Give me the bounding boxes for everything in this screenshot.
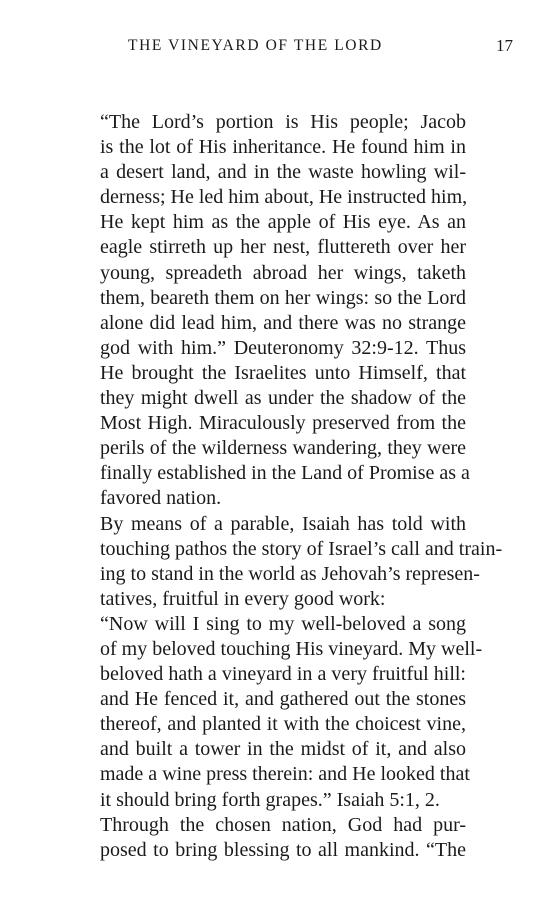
paragraph-2 [70,512,503,612]
text-line: favored nation. [100,487,222,510]
running-head [0,34,544,58]
text-line: beloved hath a vineyard in a very fruitful hill: [100,663,466,686]
paragraph-4 [70,813,466,863]
text-line: “The Lord’s portion is His people; Jacob [100,111,466,133]
text-line: finally established in the Land of Promise as a [100,462,470,485]
text-line: thereof, and planted it with the choicest vine, [100,713,466,736]
running-title: THE VINEYARD OF THE LORD [128,37,383,54]
text-line: He kept him as the apple of His eye. As an [100,211,466,234]
text-line: derness; He led him about, He instructed him, [100,186,468,209]
text-line: of my beloved touching His vineyard. My well- [100,637,483,660]
text-line: god with him.” Deuteronomy 32:9-12. Thus [100,336,466,359]
paragraph-1 [70,110,470,512]
text-line: Most High. Miraculously preserved from the [100,412,466,435]
text-line: perils of the wilderness wandering, they were [100,437,466,460]
text-line: “Now will I sing to my well-beloved a song [100,612,466,635]
text-line: is the lot of His inheritance. He found him in [100,136,466,159]
text-line: ing to stand in the world as Jehovah’s represen- [100,562,480,585]
text-line: they might dwell as under the shadow of the [100,387,466,410]
page-number: 17 [496,36,513,55]
text-line: He brought the Israelites unto Himself, that [100,361,466,384]
text-line: them, beareth them on her wings: so the Lord [100,286,466,309]
text-line: it should bring forth grapes.” Isaiah 5:1, 2. [100,788,440,811]
text-line: Through the chosen nation, God had pur- [100,813,466,836]
text-line: young, spreadeth abroad her wings, taketh [100,261,466,284]
text-line: eagle stirreth up her nest, fluttereth over her [100,236,466,259]
text-line: By means of a parable, Isaiah has told with [100,512,466,535]
text-line: a desert land, and in the waste howling wil- [100,161,466,184]
text-line: posed to bring blessing to all mankind. “The [100,838,466,861]
text-line: and He fenced it, and gathered out the stones [100,688,466,711]
paragraph-3 [70,612,483,813]
text-line: tatives, fruitful in every good work: [100,587,386,610]
text-line: alone did lead him, and there was no strange [100,311,466,334]
text-line: touching pathos the story of Israel’s call and train- [100,537,503,560]
text-line: and built a tower in the midst of it, and also [100,738,466,761]
body-text [70,110,503,863]
text-line: made a wine press therein: and He looked that [100,763,470,786]
